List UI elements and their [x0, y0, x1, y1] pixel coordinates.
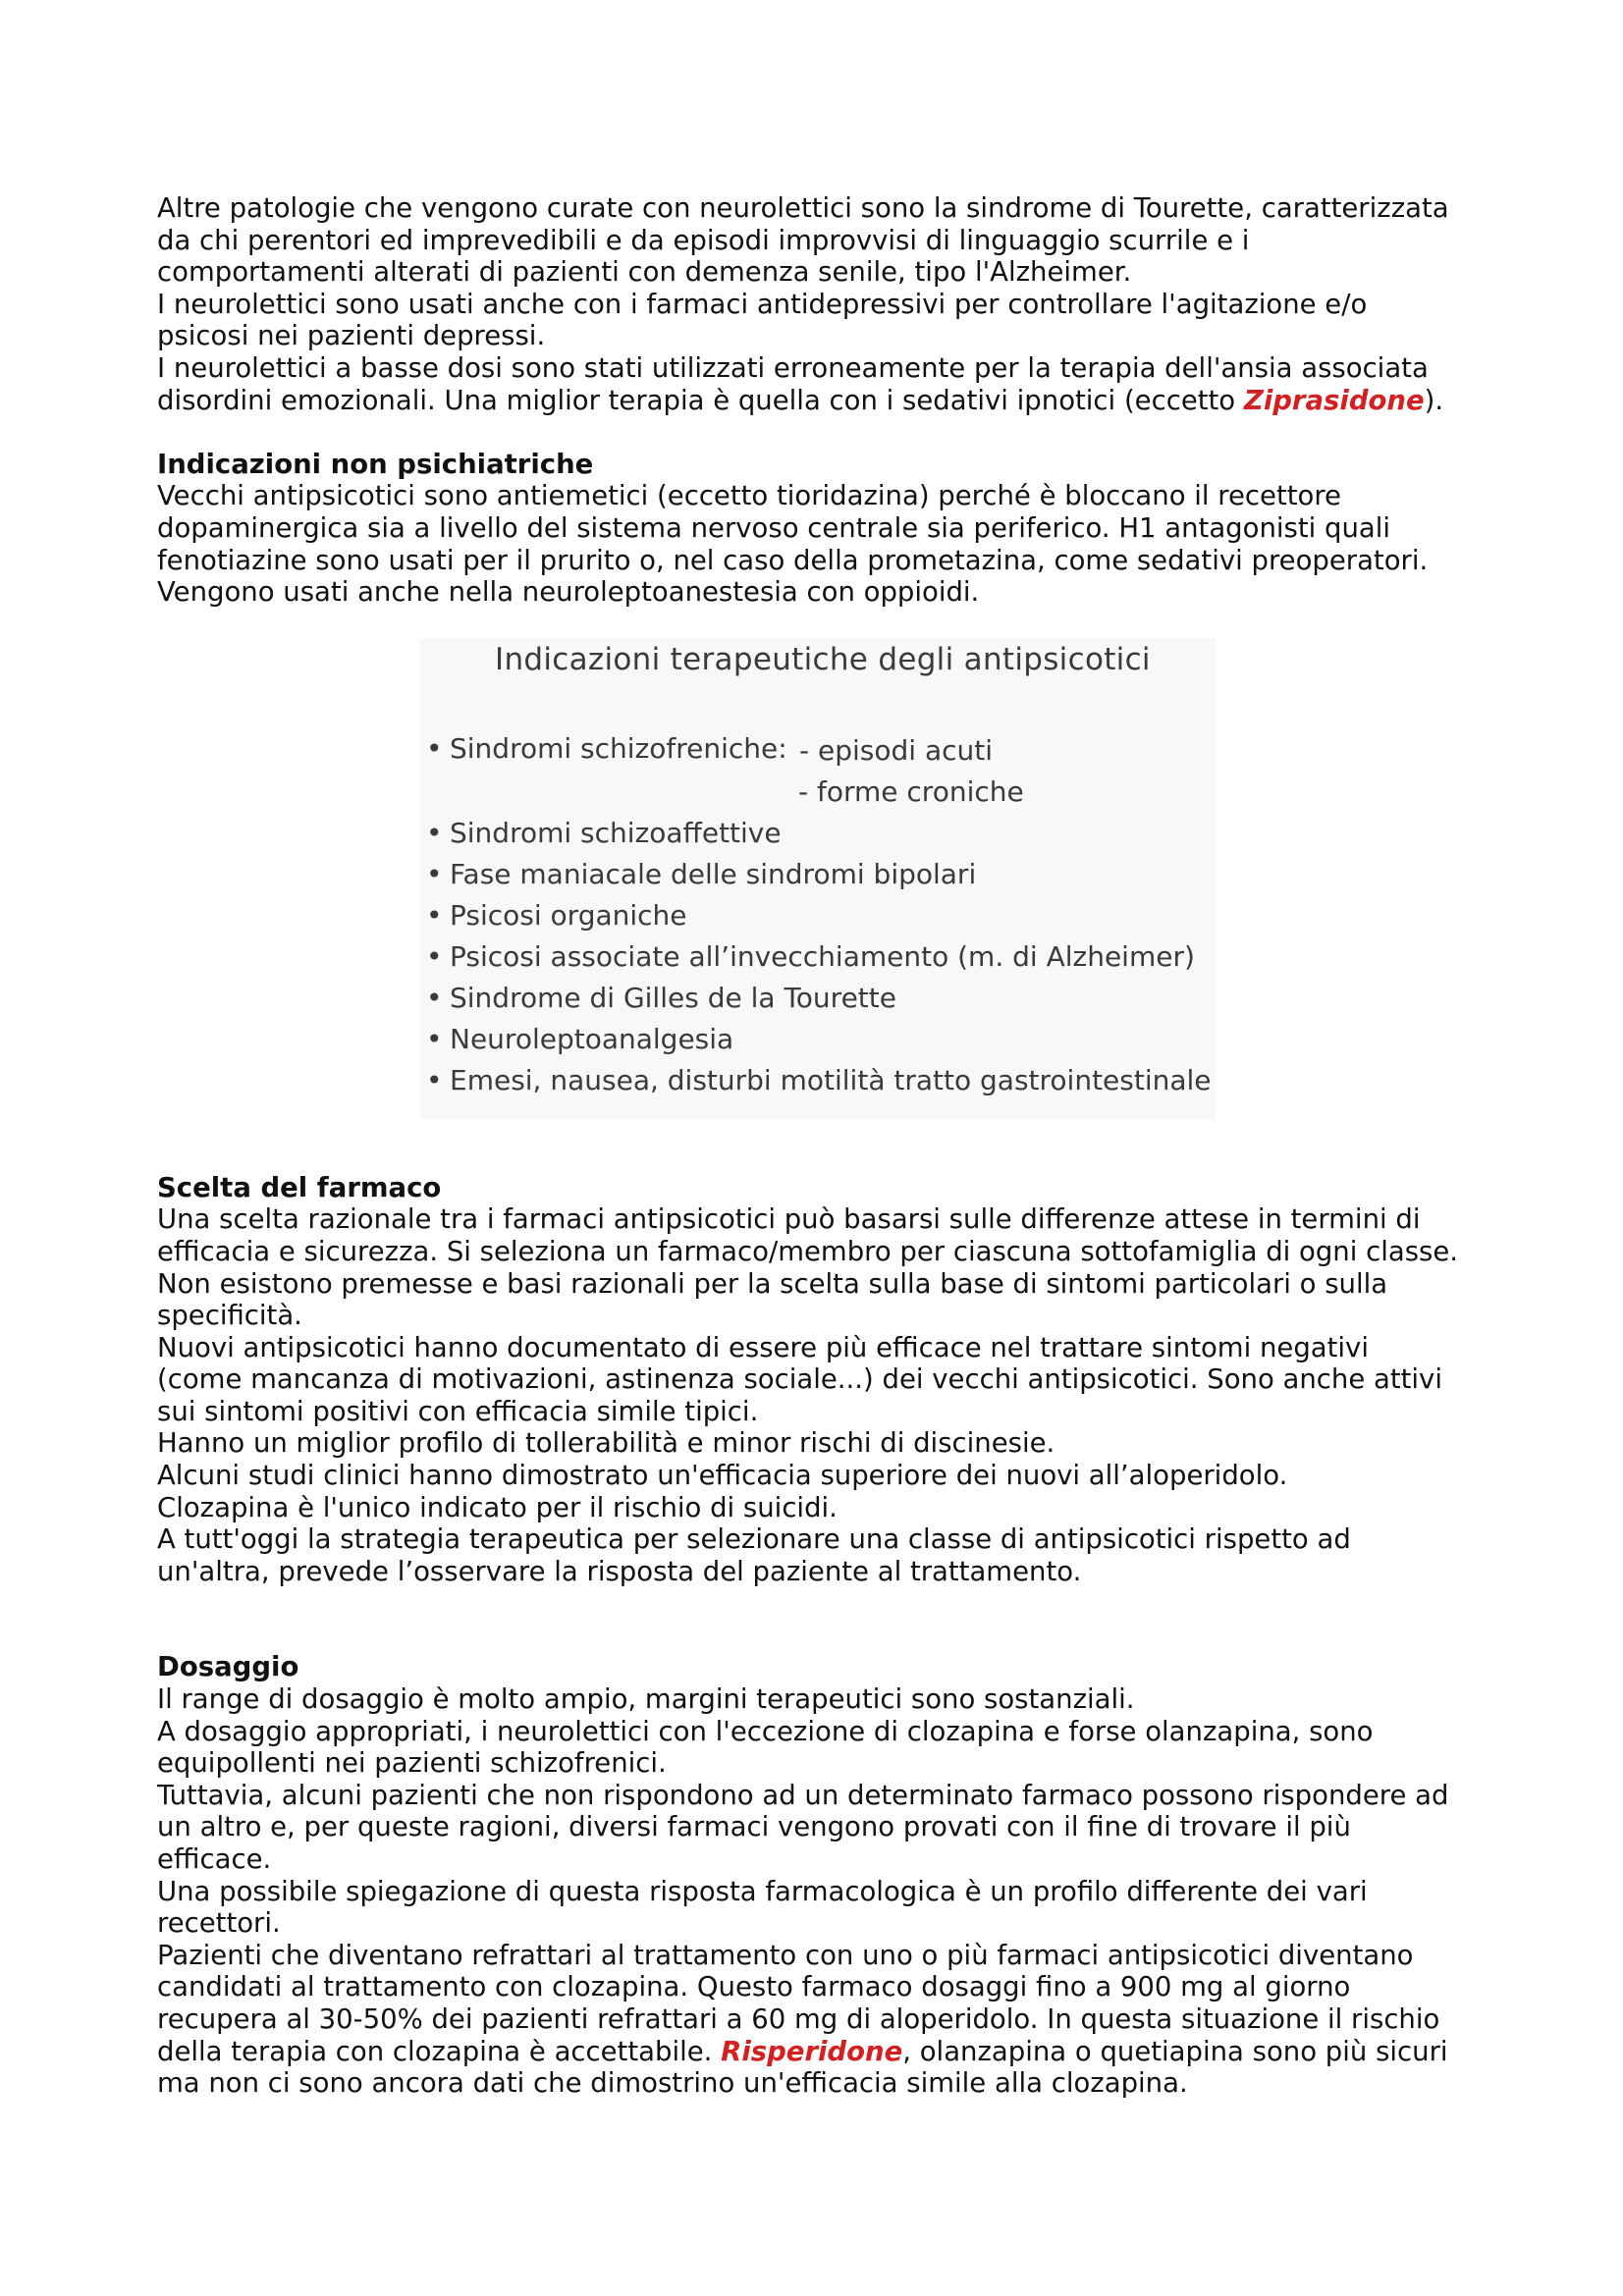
- intro-paragraph-antidepressants: I neurolettici sono usati anche con i farmaci antidepressivi per controllare l'agitazione e/o psicosi nei pazienti depressi.: [157, 288, 1368, 352]
- intro-paragraph-anxiety: [157, 352, 1492, 416]
- bullet-icon: •: [426, 858, 443, 890]
- dosage-text: Il range di dosaggio è molto ampio, margini terapeutici sono sostanziali. A dosaggio appropriati, i neurolettici con l'eccezione di clozapina e forse olanzapina, sono equipollenti nei pazienti schizofrenici. Tuttavia, alcuni pazienti che non rispondono ad un determinato farmaco possono rispondere ad un altro e, per queste ragioni, diversi farmaci vengono provati con il fine di trovare il più efficace. Una possibile spiegazione di questa risposta farmacologica è un profilo differente dei vari recettori. Pazienti che diventano refrattari al trattamento con uno o più farmaci antipsicotici diventano candidati al trattamento con clozapina. Questo farmaco dosaggi fino a 900 mg al giorno recupera al 30-50% dei pazienti refrattari a 60 mg di aloperidolo. In questa situazione il rischio della terapia con clozapina è accettabile.: [157, 1683, 1449, 2067]
- bullet-icon: •: [426, 817, 443, 849]
- therapeutic-indications-figure: [420, 638, 1216, 1119]
- bullet-icon: •: [426, 1064, 443, 1096]
- figure-title: Indicazioni terapeutiche degli antipsicotici: [495, 642, 1151, 677]
- drug-ziprasidone: Ziprasidone: [1243, 384, 1425, 416]
- figure-item: [426, 1023, 733, 1055]
- figure-item-text: Psicosi organiche: [450, 899, 687, 932]
- figure-item-text: Psicosi associate all’invecchiamento (m. di Alzheimer): [450, 940, 1195, 973]
- figure-item: [426, 899, 687, 932]
- document-page: [157, 192, 1492, 2100]
- drug-risperidone: Risperidone: [721, 2035, 903, 2067]
- heading-drug-choice: Scelta del farmaco: [157, 1171, 442, 1203]
- figure-subitem: - forme croniche: [798, 775, 1024, 808]
- figure-item-text: Sindromi schizoaffettive: [450, 817, 782, 849]
- non-psychiatric-body: Vecchi antipsicotici sono antiemetici (eccetto tioridazina) perché è bloccano il recettore dopaminergica sia a livello del sistema nervoso centrale sia periferico. H1 antagonisti quali fenotiazine sono usati per il prurito o, nel caso della prometazina, come sedativi preoperatori. Vengono usati anche nella neuroleptoanestesia con oppioidi.: [157, 480, 1429, 609]
- dosage-text-end: , olanzapina o quetiapina sono più sicuri ma non ci sono ancora dati che dimostrino un'efficacia simile alla clozapina.: [157, 2035, 1448, 2100]
- bullet-icon: •: [426, 982, 443, 1014]
- figure-subitem: - episodi acuti: [799, 734, 994, 767]
- figure-item: [426, 940, 1195, 973]
- figure-item-text: Sindrome di Gilles de la Tourette: [450, 982, 896, 1014]
- drug-choice-body: Una scelta razionale tra i farmaci antipsicotici può basarsi sulle differenze attese in termini di efficacia e sicurezza. Si seleziona un farmaco/membro per ciascuna sottofamiglia di ogni classe. Non esistono premesse e basi razionali per la scelta sulla base di sintomi particolari o sulla specificità. Nuovi antipsicotici hanno documentato di essere più efficace nel trattare sintomi negativi (come mancanza di motivazioni, astinenza sociale...) dei vecchi antipsicotici. Sono anche attivi sui sintomi positivi con efficacia simile tipici. Hanno un miglior profilo di tollerabilità e minor rischi di discinesie. Alcuni studi clinici hanno dimostrato un'efficacia superiore dei nuovi all’aloperidolo. Clozapina è l'unico indicato per il rischio di suicidi. A tutt'oggi la strategia terapeutica per selezionare una classe di antipsicotici rispetto ad un'altra, prevede l’osservare la risposta del paziente al trattamento.: [157, 1203, 1459, 1587]
- figure-item-text: Sindromi schizofreniche:: [450, 732, 787, 765]
- anxiety-text: I neurolettici a basse dosi sono stati utilizzati erroneamente per la terapia dell'ansia associata disordini emozionali. Una miglior terapia è quella con i sedativi ipnotici (eccetto: [157, 351, 1429, 416]
- figure-item-text: Emesi, nausea, disturbi motilità tratto gastrointestinale: [450, 1064, 1212, 1096]
- figure-item: [426, 732, 787, 765]
- figure-item-text: Fase maniacale delle sindromi bipolari: [450, 858, 977, 890]
- figure-item: [426, 1064, 1212, 1096]
- figure-item: [426, 817, 782, 849]
- bullet-icon: •: [426, 732, 443, 765]
- dosage-body: [157, 1683, 1492, 2100]
- bullet-icon: •: [426, 940, 443, 973]
- figure-item-text: Neuroleptoanalgesia: [450, 1023, 734, 1055]
- heading-dosage: Dosaggio: [157, 1651, 299, 1683]
- bullet-icon: •: [426, 899, 443, 932]
- figure-item: [426, 858, 976, 890]
- heading-non-psychiatric: Indicazioni non psichiatriche: [157, 448, 594, 480]
- anxiety-text-end: ).: [1424, 384, 1444, 416]
- figure-item: [426, 982, 896, 1014]
- bullet-icon: •: [426, 1023, 443, 1055]
- intro-paragraph-tourette: Altre patologie che vengono curate con neurolettici sono la sindrome di Tourette, caratterizzata da chi perentori ed imprevedibili e da episodi improvvisi di linguaggio scurrile e i comportamenti alterati di pazienti con demenza senile, tipo l'Alzheimer.: [157, 192, 1449, 289]
